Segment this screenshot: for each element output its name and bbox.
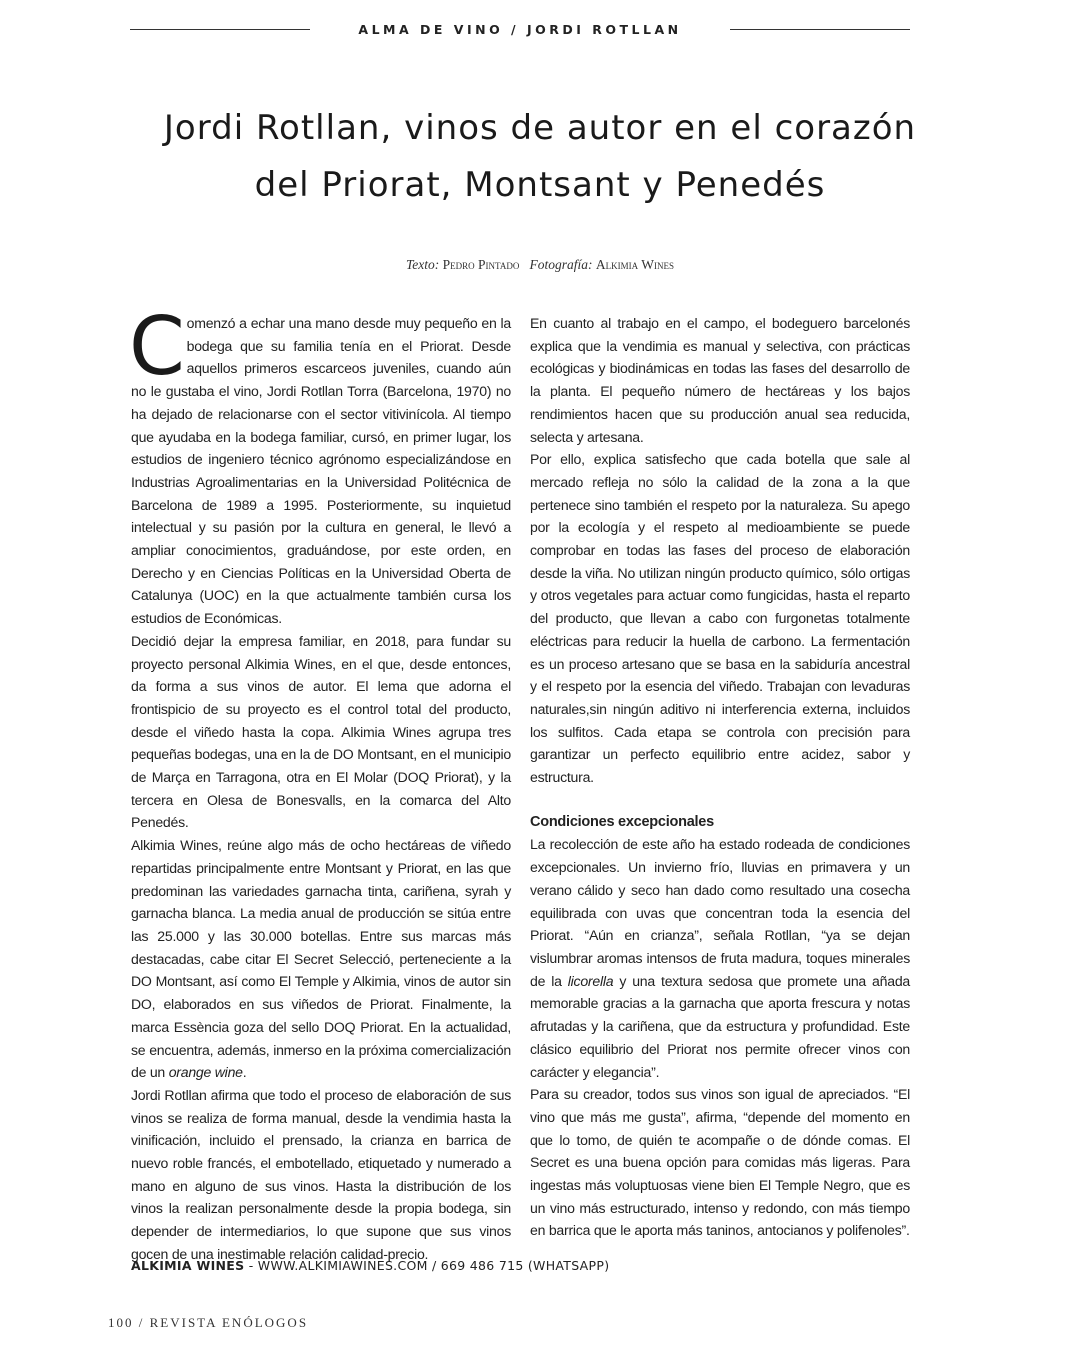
paragraph-end: . [242,1064,247,1081]
paragraph: Por ello, explica satisfecho que cada botella que sale al mercado refleja no sólo la calidad de la zona a la que pertenece sino también el respeto por la naturaleza. Su apego por la ecología y el respeto al medioambiente se puede comprobar en todas las fases del proceso de elaboración desde la viña. No utilizan ningún producto químico, sólo ortigas y otros vegetales para actuar como fungicidas, hasta el reparto del producto, que llevan a cabo con furgonetas totalmente eléctricas para reducir la huella de carbono. La fermentación es un proceso artesano que se basa en la sabiduría ancestral y el respeto por la esencia del viñedo. Trabajan con levaduras naturales,sin ningún aditivo ni interferencia externa, incluidos los sulfitos. Cada etapa se controla con precisión para garantizar un perfecto equilibrio entre acidez, sabor y estructura. [530,451,910,786]
byline [0,257,1080,273]
left-column [129,300,511,1266]
subheading: Condiciones excepcionales [530,813,714,830]
paragraph [129,300,511,630]
right-column [530,312,910,1242]
header-rule-left [130,29,310,30]
emphasis-text: licorella [567,972,614,989]
text-label: Texto: [406,257,440,272]
paragraph: Para su creador, todos sus vinos son igual de apreciados. “El vino que más me gusta”, afirma, “depende del momento en que lo tomo, de quién te acompañe o de dónde comas. El Secret es una buena opción para comidas más ligeras. Para ingestas más voluptuosas viene bien El Temple Negro, que es un vino más estructurado, intenso y redondo, con más tiempo en barrica que le aporta más taninos, antocianos y polifenoles”. [530,1086,910,1239]
paragraph: Jordi Rotllan afirma que todo el proceso de elaboración de sus vinos se realiza de forma manual, desde la vendimia hasta la vinificación, incluido el prensado, la crianza en barrica de nuevo roble francés, el embotellado, etiquetado y numerado a mano en alguno de sus vinos. Hasta la distribución de los vinos la realizan personalmente desde la propia bodega, sin depender de intermediarios, lo que supone que sus vinos gocen de una inestimable relación calidad-precio. [131,1086,511,1262]
article-title [110,100,970,214]
paragraph-text: omenzó a echar una mano desde muy pequeño en la bodega que su familia tenía en el Priorat. Desde aquellos primeros escarceos juveniles, cuando aún no le gustaba el vino, Jordi Rotllan Torra (Barcelona, 1970) no ha dejado de relacionarse con el sector vitivinícola. Al tiempo que ayudaba en la bodega familiar, cursó, en primer lugar, los estudios de ingeniero técnico agrónomo especializándose en Industrias Agroalimentarias en la Universidad Politécnica de Barcelona de 1989 a 1995. Posteriormente, su inquietud intelectual y su pasión por la cultura en general, le llevó a ampliar conocimientos, graduándose, por este orden, en Derecho y en Ciencias Políticas en la Universidad Oberta de Catalunya (UOC) en la que actualmente también cursa los estudios de Económicas. [131,315,511,627]
paragraph-text: La recolección de este año ha estado rodeada de condiciones excepcionales. Un invierno frío, lluvias en primavera y un verano cálido y seco han dado como resultado una cosecha equilibrada con uvas que concentran toda la esencia del Priorat. “Aún en crianza”, señala Rotllan, “ya se dejan vislumbrar aromas intensos de fruta madura, toques minerales de la [530,836,910,989]
drop-cap: C [129,300,185,393]
photographer-name: Alkimia Wines [595,257,674,272]
title-line-1: Jordi Rotllan, vinos de autor en el corazón [163,108,917,148]
title-line-2: del Priorat, Montsant y Penedés [254,165,826,205]
header-rule-right [730,29,910,30]
emphasis-text: orange wine [168,1064,243,1081]
paragraph [530,833,910,1083]
paragraph: Decidió dejar la empresa familiar, en 2018, para fundar su proyecto personal Alkimia Wines, en el que, desde entonces, da forma a sus vinos de autor. El lema que adorna el frontispicio de su proyecto es el control total del producto, desde el viñedo hasta la copa. Alkimia Wines agrupa tres pequeñas bodegas, una en la de DO Montsant, en el municipio de Marça en Tarragona, otra en El Molar (DOQ Priorat), y la tercera en Olesa de Bonesvalls, en la comarca del Alto Penedés. [131,632,511,831]
brand-name: ALKIMIA WINES [131,1258,245,1273]
separator: - [244,1258,258,1273]
contact-info: WWW.ALKIMIAWINES.COM / 669 486 715 (WHATSAPP) [257,1258,610,1273]
paragraph: En cuanto al trabajo en el campo, el bodeguero barcelonés explica que la vendimia es manual y selectiva, con prácticas ecológicas y biodinámicas en todas las fases del desarrollo de la planta. El pequeño número de hectáreas y los bajos rendimientos hacen que su producción anual sea reducida, selecta y artesana. [530,315,910,445]
photo-label: Fotografía: [529,257,593,272]
author-name: Pedro Pintado [442,257,520,272]
section-kicker: ALMA DE VINO / JORDI ROTLLAN [358,21,682,37]
contact-line [131,1258,609,1273]
running-header [130,18,910,40]
paragraph-text: Alkimia Wines, reúne algo más de ocho hectáreas de viñedo repartidas principalmente entre Montsant y Priorat, en las que predominan las variedades garnacha tinta, cariñena, syrah y garnacha blanca. La media anual de producción se sitúa entre las 25.000 y las 30.000 botellas. Entre sus marcas más destacadas, cabe citar El Secret Selecció, perteneciente a la DO Montsant, así como El Temple y Alkimia, vinos de autor sin DO, elaborados en sus viñedos de Priorat. Finalmente, la marca Essència goza del sello DOQ Priorat. En la actualidad, se encuentra, además, inmerso en la próxima comercialización de un [131,837,511,1081]
paragraph-gap [530,789,910,811]
paragraph [131,834,511,1084]
paragraph-text: y una textura sedosa que promete una añada memorable gracias a la garnacha que aporta frescura y notas afrutadas y la cariñena, que da estructura y profundidad. Este clásico equilibrio del Priorat nos permite ofrecer vinos con carácter y elegancia”. [530,972,910,1080]
page-folio: 100 / REVISTA ENÓLOGOS [108,1315,309,1330]
